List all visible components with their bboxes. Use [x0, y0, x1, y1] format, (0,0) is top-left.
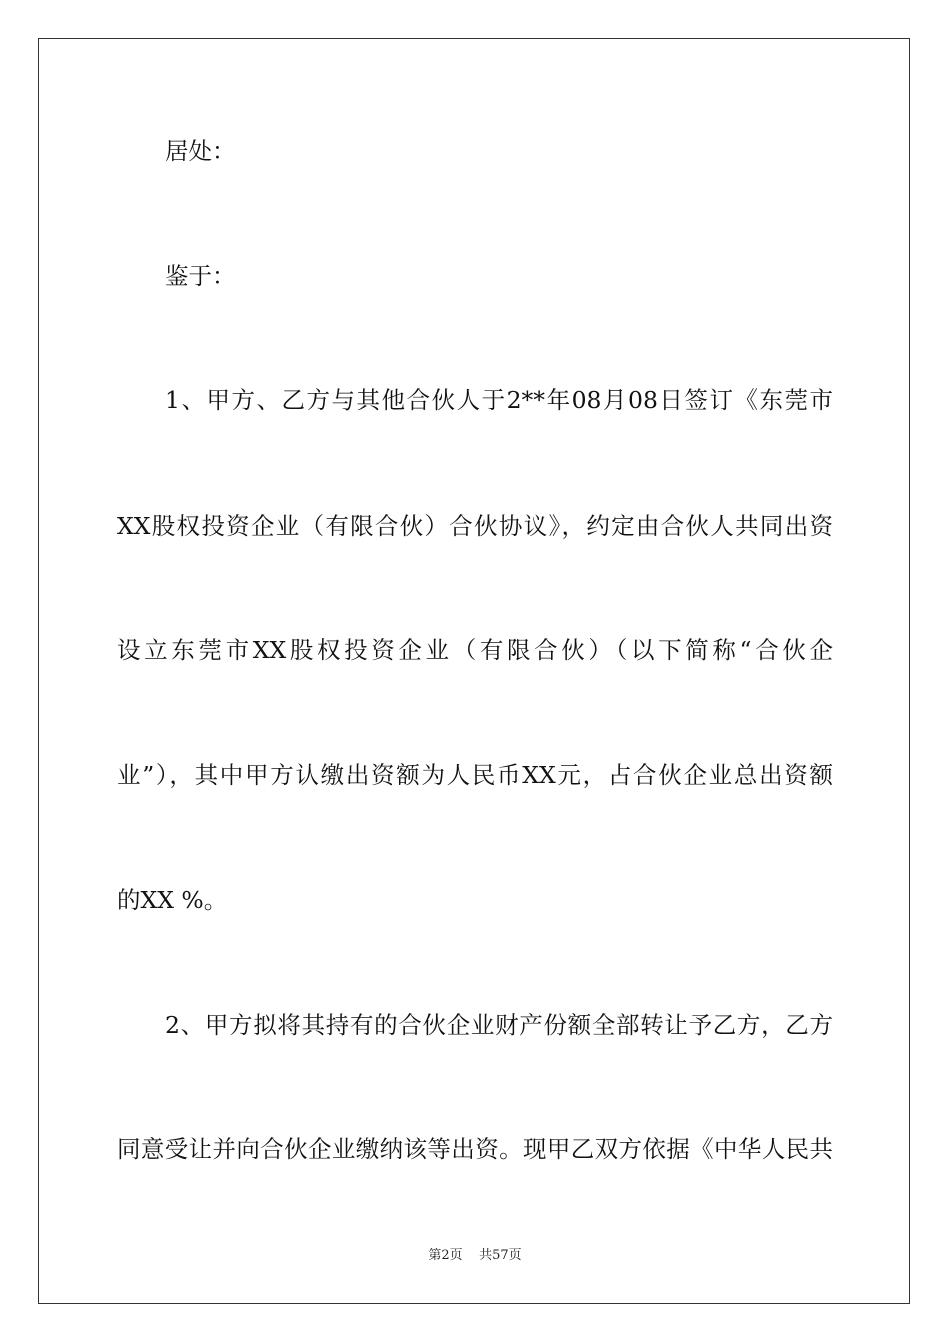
- paragraph-1-line-2: XX股权投资企业（有限合伙）合伙协议》，约定由合伙人共同出资: [117, 512, 833, 540]
- paragraph-1-line-5: 的XX %。: [117, 886, 228, 914]
- paragraph-1-line-4: 业”），其中甲方认缴出资额为人民币XX元，占合伙企业总出资额: [117, 761, 833, 789]
- paragraph-1-line-3: 设立东莞市XX股权投资企业（有限合伙）（以下简称“合伙企: [117, 636, 833, 664]
- page-number-footer: 第2页 共57页: [428, 1248, 522, 1263]
- residence-label: 居处：: [165, 137, 236, 165]
- page-border: [38, 38, 910, 1304]
- paragraph-1-line-1: 1、甲方、乙方与其他合伙人于2**年08月08日签订《东莞市: [165, 386, 833, 414]
- paragraph-2-line-2: 同意受让并向合伙企业缴纳该等出资。现甲乙双方依据《中华人民共: [117, 1135, 833, 1163]
- paragraph-2-line-1: 2、甲方拟将其持有的合伙企业财产份额全部转让予乙方，乙方: [165, 1011, 833, 1039]
- whereas-label: 鉴于：: [165, 262, 236, 290]
